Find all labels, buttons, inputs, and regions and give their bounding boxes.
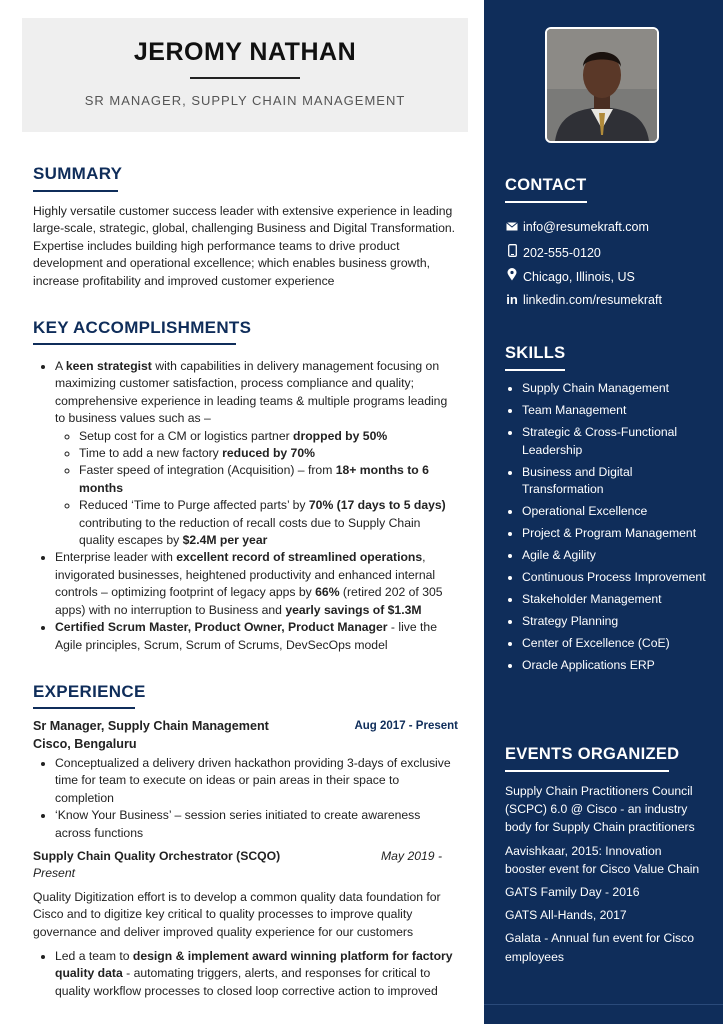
experience-underline (33, 707, 135, 709)
list-item: • Project & Program Management (522, 525, 710, 543)
list-item: • Oracle Applications ERP (522, 657, 710, 675)
accomplishments-heading: KEY ACCOMPLISHMENTS (33, 318, 252, 337)
list-item: • Strategy Planning (522, 613, 710, 631)
header (22, 18, 468, 132)
list-item: • Agile & Agility (522, 547, 710, 565)
job2-present: Present (33, 866, 76, 880)
skills-underline (505, 369, 565, 371)
list-item: • Stakeholder Management (522, 591, 710, 609)
list-item: • Center of Excellence (CoE) (522, 635, 710, 653)
job1-bullets (33, 755, 458, 842)
avatar-illustration (547, 29, 657, 141)
list-item: GATS All-Hands, 2017 (505, 908, 627, 923)
list-item: ◦ Faster speed of integration (Acquisition) – from 18+ months to 6 months (79, 462, 458, 497)
summary-text: Highly versatile customer success leader with extensive experience in leading large-scale, strategic, global, challenging Business and Digital Transformation. Expertise includes building high performance teams to drive product development and operational excellence; which enables business growth, increase profitability and improved customer experience (33, 204, 456, 288)
summary-heading: SUMMARY (33, 164, 123, 183)
linkedin-icon: in (506, 292, 518, 307)
list-item: • Certified Scrum Master, Product Owner, Product Manager - live the Agile principles, Scrum, Scrum of Scrums, DevSecOps model (55, 619, 458, 654)
accomplishments-underline (33, 343, 236, 345)
name-divider (190, 77, 300, 79)
profile-photo (545, 27, 659, 143)
contact-location: Chicago, Illinois, US (505, 268, 635, 284)
list-item: GATS Family Day - 2016 (505, 885, 640, 900)
events-heading: EVENTS ORGANIZED (505, 745, 680, 763)
contact-phone[interactable]: 202-555-0120 (505, 244, 601, 260)
contact-email[interactable]: info@resumekraft.com (505, 220, 649, 234)
list-item: • Supply Chain Management (522, 380, 710, 398)
experience-heading: EXPERIENCE (33, 682, 146, 701)
events-list (505, 782, 705, 971)
sidebar-divider (484, 1004, 723, 1005)
job2-description: Quality Digitization effort is to develop a common quality data foundation for Cisco and to digitize key critical to quality processes to improve quality governance and deliver improved quality experience for our customers (33, 890, 441, 939)
contact-linkedin[interactable]: in linkedin.com/resumekraft (506, 292, 662, 307)
accomplishments-list (33, 358, 458, 654)
events-underline (505, 770, 669, 772)
list-item: • Team Management (522, 402, 710, 420)
list-item: Supply Chain Practitioners Council (SCPC) 6.0 @ Cisco - an industry body for Supply Chain practitioners (505, 784, 695, 835)
list-item: • Operational Excellence (522, 503, 710, 521)
job1-header (33, 719, 458, 733)
list-item: • Business and Digital Transformation (522, 464, 710, 499)
contact-underline (505, 201, 587, 203)
list-item: • ‘Know Your Business’ – session series initiated to create awareness across functions (55, 807, 458, 842)
job1-title: Sr Manager, Supply Chain Management (33, 719, 269, 733)
list-item: Aavishkaar, 2015: Innovation booster event for Cisco Value Chain (505, 843, 700, 876)
job1-company: Cisco, Bengaluru (33, 737, 137, 751)
job2-header (33, 849, 458, 863)
phone-icon (505, 244, 519, 260)
envelope-icon (505, 220, 519, 234)
summary-underline (33, 190, 118, 192)
map-pin-icon (505, 268, 519, 284)
list-item: ◦ Time to add a new factory reduced by 70% (79, 445, 458, 462)
skills-heading: SKILLS (505, 344, 566, 362)
candidate-name: JEROMY NATHAN (133, 38, 357, 66)
list-item: • Enterprise leader with excellent record of streamlined operations, invigorated businesses, heightened productivity and enhanced internal controls – optimizing footprint of legacy apps by 66% (retired 202 of 305 apps) with no interruption to Business and yearly savings of $1.3M (55, 549, 458, 619)
job-title: SR MANAGER, SUPPLY CHAIN MANAGEMENT (84, 93, 406, 108)
list-item: • Conceptualized a delivery driven hackathon providing 3-days of exclusive time for team to execute on ideas or pain areas in their space to completion (55, 755, 458, 807)
contact-heading: CONTACT (505, 176, 587, 194)
list-item: • Led a team to design & implement award winning platform for factory quality data - automating triggers, alerts, and responses for critical to quality workflow processes to closed loop corrective action to improved (55, 948, 458, 1000)
list-item: • Continuous Process Improvement (522, 569, 710, 587)
skills-list (505, 380, 710, 679)
job1-date: Aug 2017 - Present (354, 720, 458, 732)
job2-title: Supply Chain Quality Orchestrator (SCQO) (33, 849, 281, 863)
list-item: • Strategic & Cross-Functional Leadership (522, 424, 710, 459)
list-item: Galata - Annual fun event for Cisco employees (505, 931, 695, 964)
list-item: ◦ Setup cost for a CM or logistics partner dropped by 50% (79, 428, 458, 445)
list-item: • A keen strategist with capabilities in delivery management focusing on maximizing customer satisfaction, process compliance and quality; comprehensive experience in leading teams & multiple programs leading to business values such as – ◦ Setup cost for a CM or logistics partner dropped by 50% ◦ Time to add a new factory reduced by 70% ◦ Faster speed of integration (Acquisition) – from 18+ months to 6 months ◦ Reduced ‘Time to Purge affected parts’ by 70% (17 days to 5 days) contributing to the reduction of recall costs due to Supply Chain quality escapes by $2.4M per year (55, 358, 458, 549)
job2-date: May 2019 - (381, 849, 442, 863)
job2-bullets (33, 948, 458, 1000)
list-item: ◦ Reduced ‘Time to Purge affected parts’ by 70% (17 days to 5 days) contributing to the reduction of recall costs due to Supply Chain quality escapes by $2.4M per year (79, 497, 458, 549)
